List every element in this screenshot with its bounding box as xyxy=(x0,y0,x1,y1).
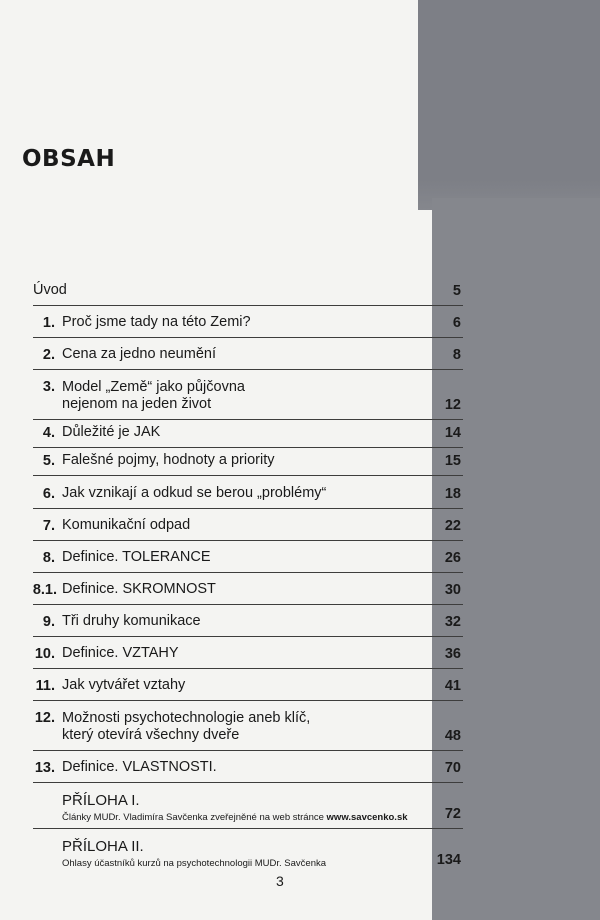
toc-label: Definice. VLASTNOSTI. xyxy=(62,759,217,775)
toc-row-uvod xyxy=(33,282,463,306)
page-number: 3 xyxy=(276,873,284,889)
toc-label: Definice. TOLERANCE xyxy=(62,549,211,565)
toc-label: Falešné pojmy, hodnoty a priority xyxy=(62,452,275,468)
toc-chapter-number: 10. xyxy=(34,646,55,662)
toc-page-number: 48 xyxy=(444,728,461,744)
toc-label-line2: který otevírá všechny dveře xyxy=(62,727,240,743)
toc-page-number: 8 xyxy=(452,347,461,363)
appendix-title: PŘÍLOHA II. xyxy=(62,838,144,855)
toc-label xyxy=(33,710,310,750)
toc-chapter-number: 12. xyxy=(34,710,55,726)
toc-label: Důležité je JAK xyxy=(62,424,161,440)
toc-label: Definice. SKROMNOST xyxy=(62,581,216,597)
toc-label: Proč jsme tady na této Zemi? xyxy=(62,314,251,330)
toc-chapter-number: 11. xyxy=(35,678,55,694)
toc-row-8-1 xyxy=(33,573,463,605)
table-of-contents xyxy=(33,282,463,874)
toc-chapter-number: 4. xyxy=(42,425,55,441)
appendix-subtitle-url: www.savcenko.sk xyxy=(326,812,408,823)
toc-label-line2: nejenom na jeden život xyxy=(62,396,212,412)
toc-page-number: 41 xyxy=(444,678,461,694)
toc-row-2 xyxy=(33,338,463,370)
toc-page-number: 15 xyxy=(444,453,461,469)
appendix-title: PŘÍLOHA I. xyxy=(62,792,140,809)
toc-label xyxy=(33,838,326,874)
toc-row-9 xyxy=(33,605,463,637)
toc-page-number: 134 xyxy=(436,852,461,868)
toc-label: Definice. VZTAHY xyxy=(62,645,179,661)
toc-page-number: 12 xyxy=(444,397,461,413)
toc-label: Komunikační odpad xyxy=(62,517,191,533)
toc-label: Jak vytvářet vztahy xyxy=(62,677,186,693)
toc-row-13 xyxy=(33,751,463,783)
toc-label: Tři druhy komunikace xyxy=(62,613,201,629)
gray-band-top xyxy=(418,0,600,198)
appendix-subtitle: Ohlasy účastníků kurzů na psychotechnologii MUDr. Savčenka xyxy=(62,858,327,869)
toc-chapter-number: 3. xyxy=(42,379,55,395)
toc-chapter-number: 2. xyxy=(42,347,55,363)
toc-row-4 xyxy=(33,420,463,448)
toc-page-number: 72 xyxy=(444,806,461,822)
toc-page-number: 30 xyxy=(444,582,461,598)
toc-row-1 xyxy=(33,306,463,338)
toc-label-line1: Model „Země“ jako půjčovna xyxy=(62,379,245,395)
toc-chapter-number: 13. xyxy=(34,760,55,776)
toc-chapter-number: 9. xyxy=(42,614,55,630)
toc-row-7 xyxy=(33,509,463,541)
toc-page-number: 14 xyxy=(444,425,461,441)
toc-chapter-number: 5. xyxy=(42,453,55,469)
toc-page-number: 18 xyxy=(444,486,461,502)
toc-row-6 xyxy=(33,476,463,509)
toc-page-number: 6 xyxy=(452,315,461,331)
toc-page-number: 26 xyxy=(444,550,461,566)
appendix-subtitle xyxy=(62,812,408,824)
toc-label: Úvod xyxy=(33,282,67,298)
toc-label-line1: Možnosti psychotechnologie aneb klíč, xyxy=(62,710,311,726)
toc-page-number: 70 xyxy=(444,760,461,776)
toc-row-5 xyxy=(33,448,463,476)
toc-row-appendix-1 xyxy=(33,783,463,829)
toc-row-appendix-2 xyxy=(33,829,463,874)
toc-row-12 xyxy=(33,701,463,751)
toc-label xyxy=(33,792,408,828)
toc-row-3 xyxy=(33,370,463,420)
toc-page-number: 32 xyxy=(444,614,461,630)
toc-chapter-number: 6. xyxy=(42,486,55,502)
toc-label: Cena za jedno neumění xyxy=(62,346,216,362)
toc-row-10 xyxy=(33,637,463,669)
toc-page-number: 36 xyxy=(444,646,461,662)
toc-chapter-number: 8.1. xyxy=(32,582,57,598)
toc-row-8 xyxy=(33,541,463,573)
toc-page-number: 5 xyxy=(452,283,461,299)
toc-chapter-number: 7. xyxy=(42,518,55,534)
appendix-subtitle-text: Články MUDr. Vladimíra Savčenka zveřejněné na web stránce xyxy=(62,812,327,823)
toc-label xyxy=(33,379,245,419)
toc-page-number: 22 xyxy=(444,518,461,534)
page-title: OBSAH xyxy=(22,146,116,172)
toc-chapter-number: 1. xyxy=(42,315,55,331)
toc-row-11 xyxy=(33,669,463,701)
toc-label: Jak vznikají a odkud se berou „problémy“ xyxy=(62,485,327,501)
toc-chapter-number: 8. xyxy=(42,550,55,566)
